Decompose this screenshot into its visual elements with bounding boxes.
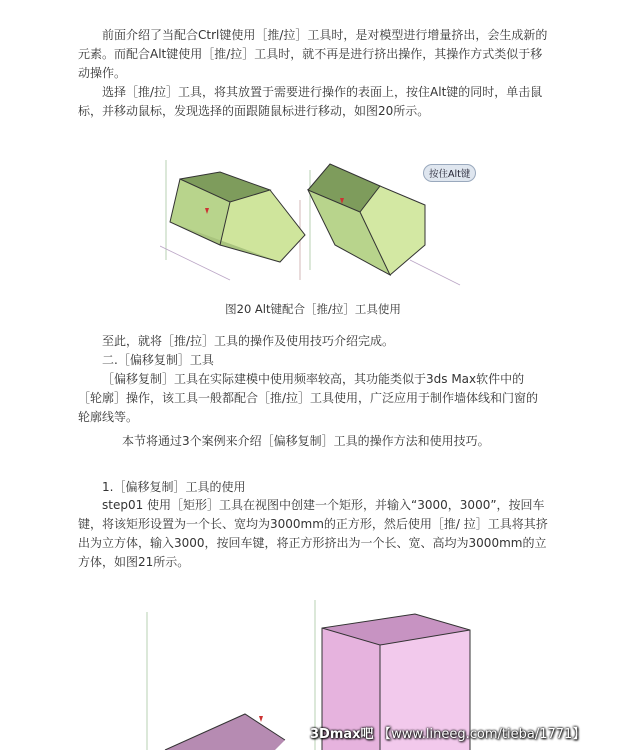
paragraph-summary: 至此，就将［推/拉］工具的操作及使用技巧介绍完成。	[102, 334, 395, 348]
figure-20-caption: 图20 Alt键配合［推/拉］工具使用	[225, 301, 401, 316]
watermark-brand: 3Dmax吧	[310, 727, 374, 742]
paragraph-intro: 前面介绍了当配合Ctrl键使用［推/拉］工具时，是对模型进行增量挤出，会生成新的元素。而配合Alt键使用［推/拉］工具时，就不再是进行挤出操作，其操作方式类似于移动操作。	[78, 28, 548, 80]
site-watermark	[310, 723, 585, 742]
heading-offset-tool: 二.［偏移复制］工具	[102, 353, 214, 367]
paragraph-cases: 本节将通过3个案例来介绍［偏移复制］工具的操作方法和使用技巧。	[122, 434, 490, 448]
watermark-url: 【www.lineeg.com/tieba/1771】	[378, 727, 586, 742]
paragraph-step01: step01 使用［矩形］工具在视图中创建一个矩形，并输入“3000，3000”，按回车键，将该矩形设置为一个长、宽均为3000mm的正方形，然后使用［推/ 拉］工具将其挤出为立方体，输入3000，按回车键，将正方形挤出为一个长、宽、高均为3000mm的立方体，如图21所示。	[78, 498, 548, 569]
heading-offset-usage: 1.［偏移复制］工具的使用	[102, 480, 246, 494]
paragraph-select-tool: 选择［推/拉］工具，将其放置于需要进行操作的表面上，按住Alt键的同时，单击鼠标，并移动鼠标，发现选择的面跟随鼠标进行移动，如图20所示。	[78, 85, 543, 118]
paragraph-offset-intro: ［偏移复制］工具在实际建模中使用频率较高，其功能类似于3ds Max软件中的［轮廓］操作，该工具一般都配合［推/拉］工具使用，广泛应用于制作墙体线和门窗的轮廓线等。	[78, 372, 539, 424]
alt-key-badge: 按住Alt键	[423, 164, 476, 182]
